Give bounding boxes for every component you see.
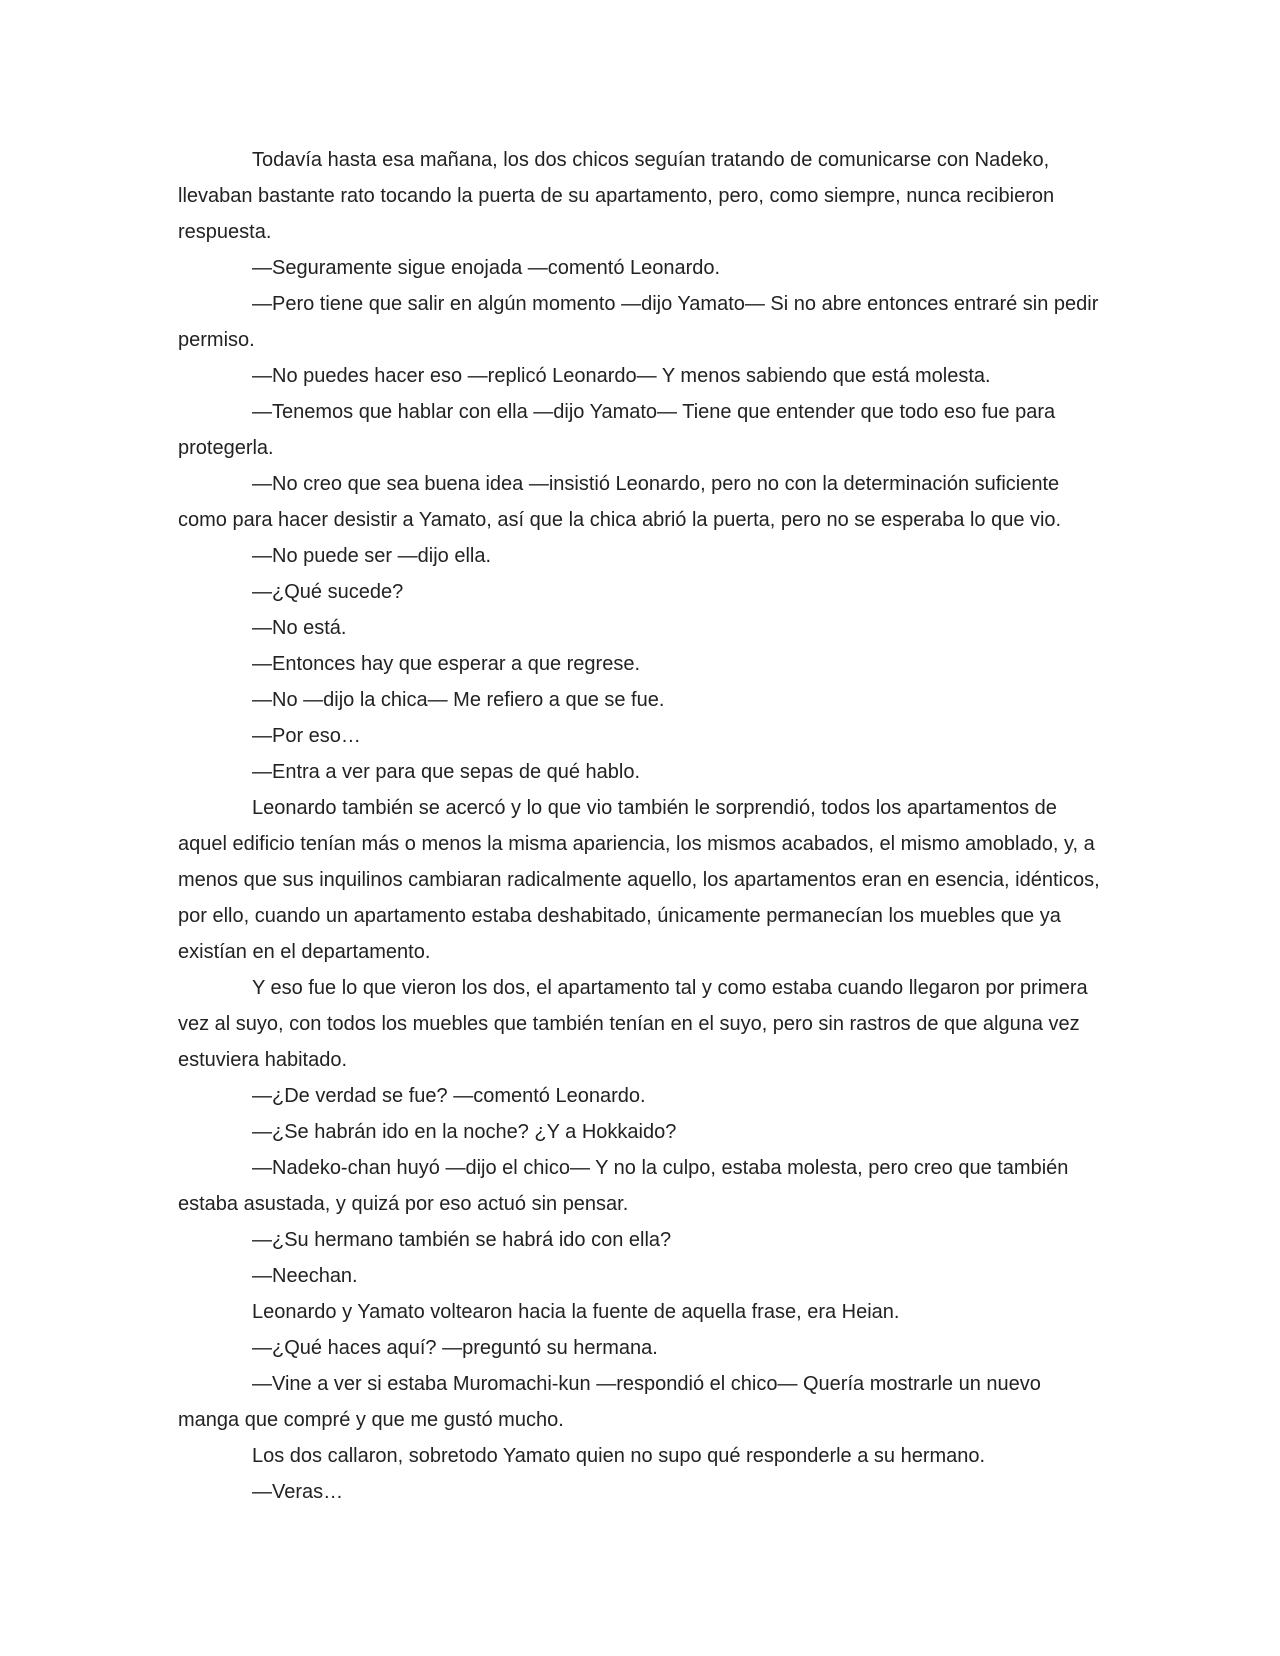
paragraph: Todavía hasta esa mañana, los dos chicos seguían tratando de comunicarse con Nadeko, llevaban bastante rato tocando la puerta de su apartamento, pero, como siempre, nunca recibieron respuesta. (178, 149, 1055, 243)
paragraph: —No puedes hacer eso —replicó Leonardo— Y menos sabiendo que está molesta. (252, 365, 991, 387)
paragraph: —Pero tiene que salir en algún momento —dijo Yamato— Si no abre entonces entraré sin pedir permiso. (178, 293, 1099, 351)
paragraph: —Entonces hay que esperar a que regrese. (252, 653, 641, 675)
paragraph: —Neechan. (252, 1265, 358, 1287)
paragraph: —No —dijo la chica— Me refiero a que se fue. (252, 689, 665, 711)
paragraph: Leonardo también se acercó y lo que vio también le sorprendió, todos los apartamentos de aquel edificio tenían más o menos la misma apariencia, los mismos acabados, el mismo amoblado, y, a menos que sus inquilinos cambiaran radicalmente aquello, los apartamentos eran en esencia, idénticos, por ello, cuando un apartamento estaba deshabitado, únicamente permanecían los muebles que ya existían en el departamento. (178, 797, 1100, 963)
paragraph: —No creo que sea buena idea —insistió Leonardo, pero no con la determinación suficiente como para hacer desistir a Yamato, así que la chica abrió la puerta, pero no se esperaba lo que vio. (178, 473, 1062, 531)
paragraph: Los dos callaron, sobretodo Yamato quien no supo qué responderle a su hermano. (252, 1445, 986, 1467)
paragraph: Y eso fue lo que vieron los dos, el apartamento tal y como estaba cuando llegaron por primera vez al suyo, con todos los muebles que también tenían en el suyo, pero sin rastros de que alguna vez estuviera habitado. (178, 977, 1088, 1071)
paragraph: —¿Qué sucede? (252, 581, 404, 603)
paragraph: —¿De verdad se fue? —comentó Leonardo. (252, 1085, 646, 1107)
paragraph: —Nadeko-chan huyó —dijo el chico— Y no la culpo, estaba molesta, pero creo que también estaba asustada, y quizá por eso actuó sin pensar. (178, 1157, 1069, 1215)
paragraph: —Tenemos que hablar con ella —dijo Yamato— Tiene que entender que todo eso fue para protegerla. (178, 401, 1056, 459)
paragraph: —¿Se habrán ido en la noche? ¿Y a Hokkaido? (252, 1121, 677, 1143)
paragraph: —Vine a ver si estaba Muromachi-kun —respondió el chico— Quería mostrarle un nuevo manga que compré y que me gustó mucho. (178, 1373, 1041, 1431)
paragraph: —No puede ser —dijo ella. (252, 545, 492, 567)
paragraph: Leonardo y Yamato voltearon hacia la fuente de aquella frase, era Heian. (252, 1301, 900, 1323)
paragraph: —Por eso… (252, 725, 361, 747)
paragraph: —No está. (252, 617, 347, 639)
paragraph: —Seguramente sigue enojada —comentó Leonardo. (252, 257, 721, 279)
paragraph: —¿Qué haces aquí? —preguntó su hermana. (252, 1337, 658, 1359)
document-body (178, 142, 1100, 1510)
paragraph: —Veras… (252, 1481, 344, 1503)
paragraph: —Entra a ver para que sepas de qué hablo. (252, 761, 641, 783)
paragraph: —¿Su hermano también se habrá ido con ella? (252, 1229, 672, 1251)
